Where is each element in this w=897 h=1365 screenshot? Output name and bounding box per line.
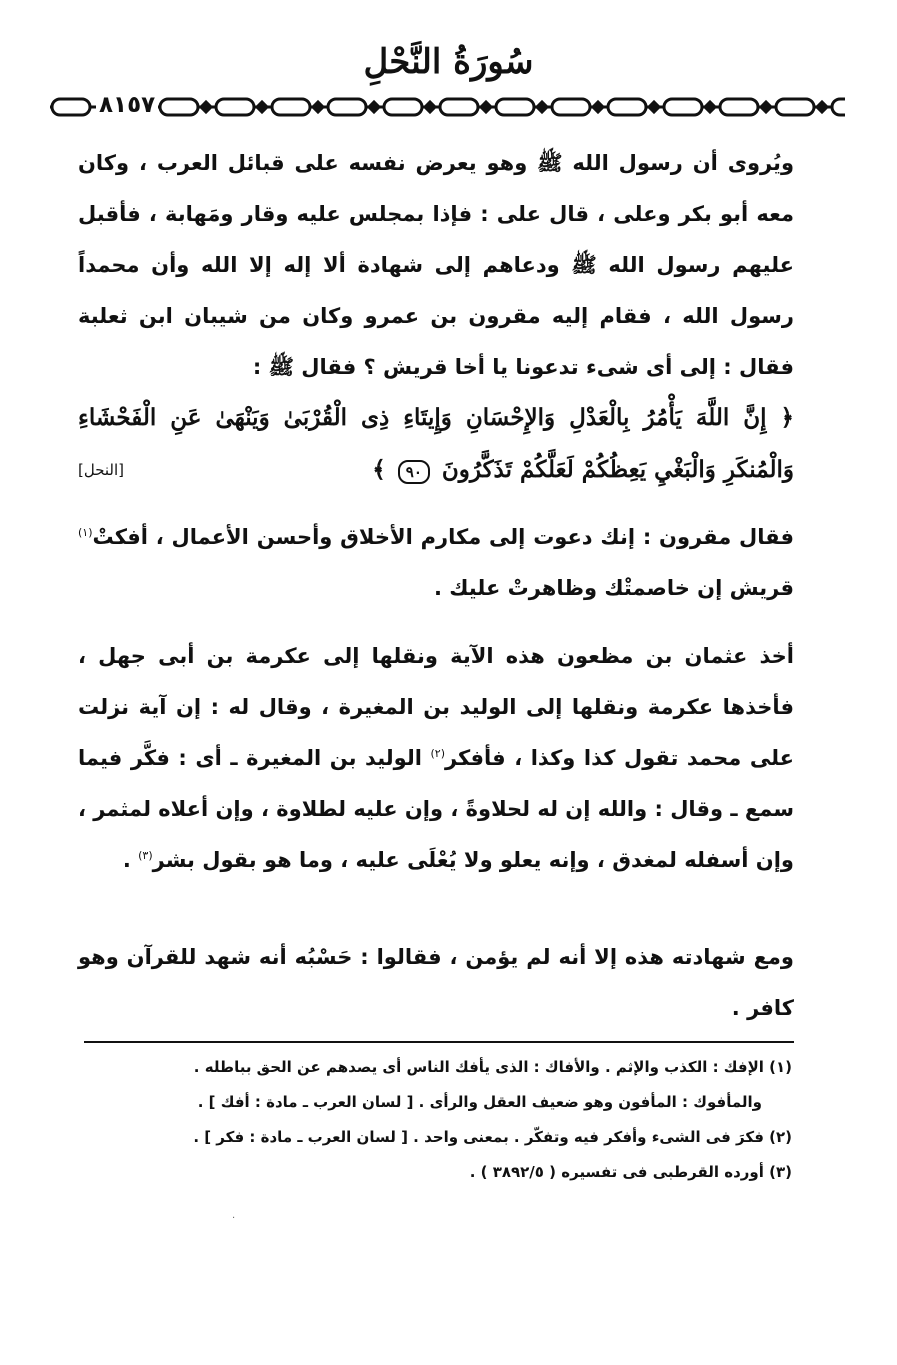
paragraph-3-text [78,631,794,886]
verse-reference: [النحل] [78,461,125,479]
paragraph-3-part-c: . [122,848,139,872]
surah-title: سُورَةُ النَّحْلِ [363,42,534,82]
paragraph-1 [78,138,794,393]
footnotes [92,1050,792,1190]
footnote-1-line-2: والمأفوك : المأفون وهو ضعيف العقل والرأى . [ لسان العرب ـ مادة : أفك ] . [197,1093,762,1111]
footnote-separator [84,1041,794,1043]
footnote-2: (٢) فكرَ فى الشىء وأفكر فيه وتفكّر . بمعنى واحد . [ لسان العرب ـ مادة : فكر ] . [193,1128,792,1146]
paragraph-4 [78,932,794,1034]
verse-number-badge: ٩٠ [398,460,430,484]
quran-verse [78,392,794,496]
paragraph-3-part-b: الوليد بن المغيرة ـ أى : فكَّر فيما سمع ـ وقال : والله إن له لحلاوةً ، وإن عليه لطلاوة ، وإن أعلاه لمثمر ، وإن أسفله لمغدق ، وإنه يعلو ولا يُعْلَى عليه ، وما هو بقول بشر [78,746,794,872]
verse-text: ﴿ إِنَّ اللَّهَ يَأْمُرُ بِالْعَدْلِ وَالإِحْسَانِ وَإِيتَاءِ ذِى الْقُرْبَىٰ وَيَنْهَىٰ عَنِ الْفَحْشَاءِ وَالْمُنكَرِ وَالْبَغْيِ يَعِظُكُمْ لَعَلَّكُمْ تَذَكَّرُونَ [78,404,794,483]
print-speck: · [232,1213,236,1224]
paragraph-2 [78,512,794,614]
paragraph-1-text: ويُروى أن رسول الله ﷺ وهو يعرض نفسه على قبائل العرب ، وكان معه أبو بكر وعلى ، قال على : فإذا بمجلس عليه وقار ومَهابة ، فأقبل عليهم رسول الله ﷺ ودعاهم إلى شهادة ألا إله إلا الله وأن محمداً رسول الله ، فقام إليه مقرون بن عمرو وكان من شيبان ابن ثعلبة فقال : إلى أى شىء تدعونا يا أخا قريش ؟ فقال ﷺ : [78,151,794,379]
paragraph-3-part-a: أخذ عثمان بن مظعون هذه الآية ونقلها إلى عكرمة بن أبى جهل ، فأخذها عكرمة ونقلها إلى الوليد بن المغيرة ، وقال له : إن آية نزلت على محمد تقول كذا وكذا ، فأفكر [78,644,794,770]
footnote-1-line-1: (١) الإفك : الكذب والإثم . والأفاك : الذى يأفك الناس أى يصدهم عن الحق بباطله . [193,1058,792,1076]
page-number: ٨١٥٧ [96,92,158,118]
paragraph-2-part-a: فقال مقرون : إنك دعوت إلى مكارم الأخلاق وأحسن الأعمال ، أفكتْ [92,525,794,549]
footnote-ref-2: (٢) [430,747,445,760]
paragraph-3 [78,631,794,886]
verse-block [78,392,794,496]
paragraph-4-text: ومع شهادته هذه إلا أنه لم يؤمن ، فقالوا : حَسْبُه أنه شهد للقرآن وهو كافر . [78,945,794,1020]
paragraph-2-part-b: قريش إن خاصمتْك وظاهرتْ عليك . [433,576,794,600]
footnote-3: (٣) أورده القرطبى فى تفسيره ( ٣٨٩٢/٥ ) . [469,1163,792,1181]
paragraph-2-text [78,512,794,614]
ornamental-header-rule [50,96,845,118]
footnote-ref-1: (١) [78,526,93,539]
footnote-ref-3: (٣) [138,849,153,862]
verse-closing-bracket: ﴾ [372,456,386,483]
